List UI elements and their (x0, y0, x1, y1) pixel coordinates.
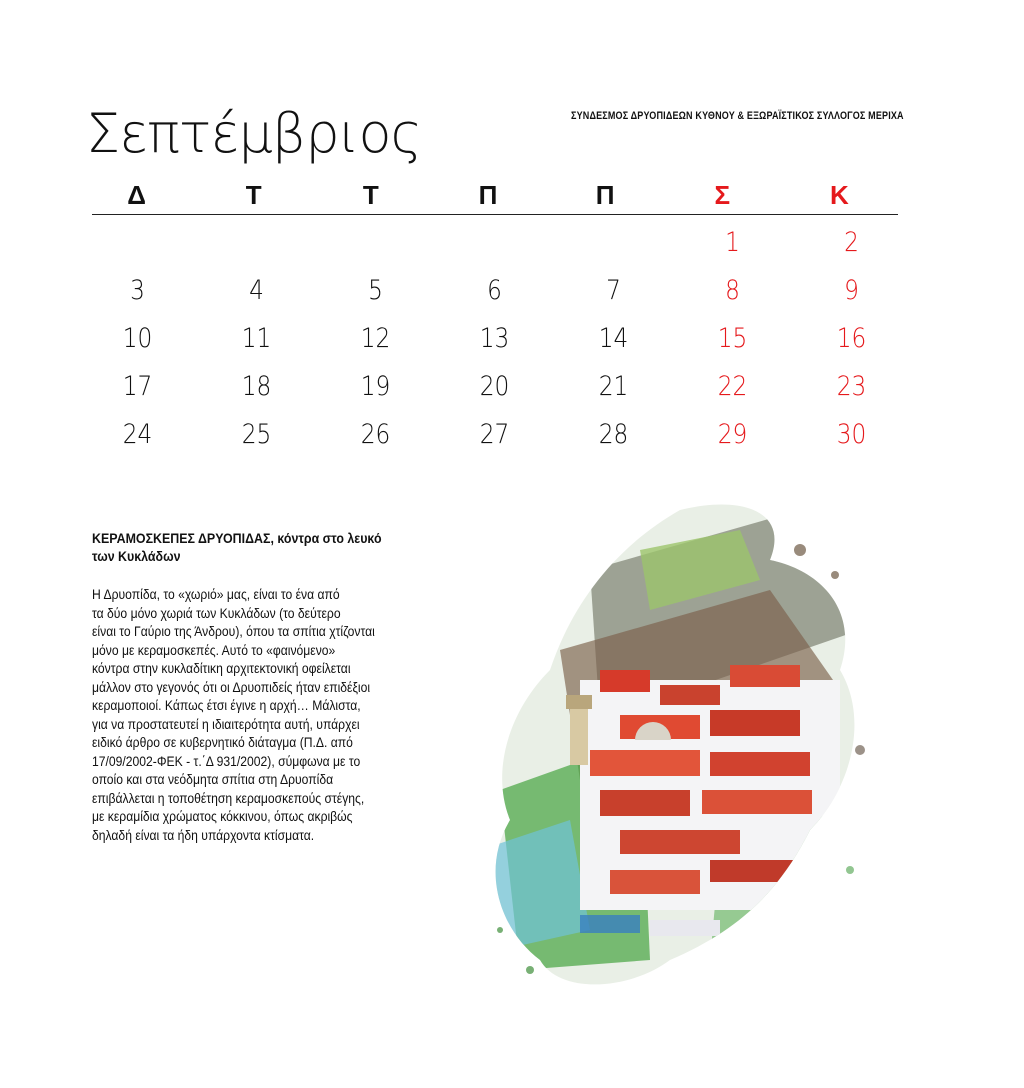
article-line: με κεραμίδια χρώματος κόκκινου, όπως ακριβώς (92, 809, 353, 824)
weekday-sat: Σ (714, 180, 731, 210)
week-row (78, 267, 912, 315)
weekday-thu: Π (478, 180, 498, 210)
article-line: 17/09/2002-ΦΕΚ - τ.΄Δ 931/2002), σύμφωνα με το (92, 753, 361, 769)
day-cell-weekend: 29 (717, 419, 748, 450)
day-cell (205, 219, 307, 267)
weekday-tue: Τ (245, 180, 262, 210)
day-cell-weekend: 15 (717, 323, 748, 354)
article-line: κόντρα στην κυκλαδίτικη αρχιτεκτονική οφείλεται (92, 661, 351, 676)
day-cell: 19 (360, 371, 391, 402)
day-cell: 3 (130, 275, 145, 306)
month-title: Σεπτέμβριος (86, 102, 422, 165)
day-cell: 6 (487, 275, 502, 306)
weekday-mon: Δ (127, 180, 146, 210)
day-cell: 12 (360, 323, 391, 354)
day-cell-weekend: 23 (836, 371, 867, 402)
day-cell-weekend: 16 (836, 323, 867, 354)
organization-name: ΣΥΝΔΕΣΜΟΣ ΔΡΥΟΠΙΔΕΩΝ ΚΥΘΝΟΥ & ΕΞΩΡΑΪΣΤΙΚΟΣ ΣΥΛΛΟΓΟΣ ΜΕΡΙΧΑ (571, 110, 904, 122)
village-watercolor-illustration (440, 490, 910, 1010)
day-cell: 25 (241, 419, 272, 450)
day-cell: 4 (249, 275, 264, 306)
day-cell: 28 (598, 419, 629, 450)
weekday-wed: Τ (362, 180, 379, 210)
article-line: για να προστατευτεί η ιδιαιτερότητα αυτή, υπάρχει (92, 716, 360, 732)
day-cell: 5 (368, 275, 383, 306)
article-title-line: των Κυκλάδων (92, 549, 181, 564)
day-cell: 18 (241, 371, 272, 402)
article-line: μάλλον στο γεγονός ότι οι Δρυοπιδείς ήταν επιδέξιοι (92, 679, 371, 695)
article-line: δηλαδή είναι τα ήδη υπάρχοντα κτίσματα. (92, 827, 315, 843)
day-cell: 17 (122, 371, 153, 402)
article-line: Η Δρυοπίδα, το «χωριό» μας, είναι το ένα από (92, 587, 340, 602)
day-cell (86, 219, 188, 267)
day-cell-weekend: 22 (717, 371, 748, 402)
day-cell: 20 (479, 371, 510, 402)
article-line: επιβάλλεται η τοποθέτηση κεραμοσκεπούς στέγης, (92, 790, 365, 806)
day-cell: 27 (479, 419, 510, 450)
article-line: μόνο με κεραμοσκεπές. Αυτό το «φαινόμενο» (92, 642, 336, 658)
article (92, 530, 422, 845)
calendar-weeks (78, 215, 912, 459)
article-line: τα δύο μόνο χωριά των Κυκλάδων (το δεύτερο (92, 605, 341, 621)
article-line: κεραμοποιοί. Κάπως έτσι έγινε η αρχή… Μάλιστα, (92, 698, 361, 713)
day-cell-weekend: 1 (725, 227, 740, 258)
day-cell-weekend: 2 (844, 227, 859, 258)
week-row (78, 363, 912, 411)
weekday-header (92, 176, 898, 215)
article-line: είναι το Γαύριο της Άνδρου), όπου τα σπίτια χτίζονται (92, 624, 375, 639)
week-row (78, 411, 912, 459)
day-cell: 24 (122, 419, 153, 450)
day-cell (562, 219, 664, 267)
week-row (78, 315, 912, 363)
day-cell: 26 (360, 419, 391, 450)
weekday-fri: Π (595, 180, 615, 210)
day-cell-weekend: 30 (836, 419, 867, 450)
calendar-grid (78, 176, 912, 459)
article-title (92, 530, 423, 566)
day-cell (324, 219, 426, 267)
day-cell: 21 (598, 371, 629, 402)
day-cell: 13 (479, 323, 510, 354)
day-cell-weekend: 9 (844, 275, 859, 306)
weekday-sun: Κ (830, 180, 849, 210)
week-row (78, 219, 912, 267)
day-cell-weekend: 8 (725, 275, 740, 306)
day-cell (443, 219, 545, 267)
article-line: οποίο και στα νεόδμητα σπίτια στη Δρυοπίδα (92, 772, 334, 787)
day-cell: 11 (241, 323, 272, 354)
article-title-line: ΚΕΡΑΜΟΣΚΕΠΕΣ ΔΡΥΟΠΙΔΑΣ, κόντρα στο λευκό (92, 531, 382, 546)
article-body (92, 586, 418, 845)
day-cell: 10 (122, 323, 153, 354)
day-cell: 14 (598, 323, 629, 354)
article-line: ειδικό άρθρο σε κυβερνητικό διάταγμα (Π.Δ. από (92, 735, 353, 750)
day-cell: 7 (606, 275, 621, 306)
